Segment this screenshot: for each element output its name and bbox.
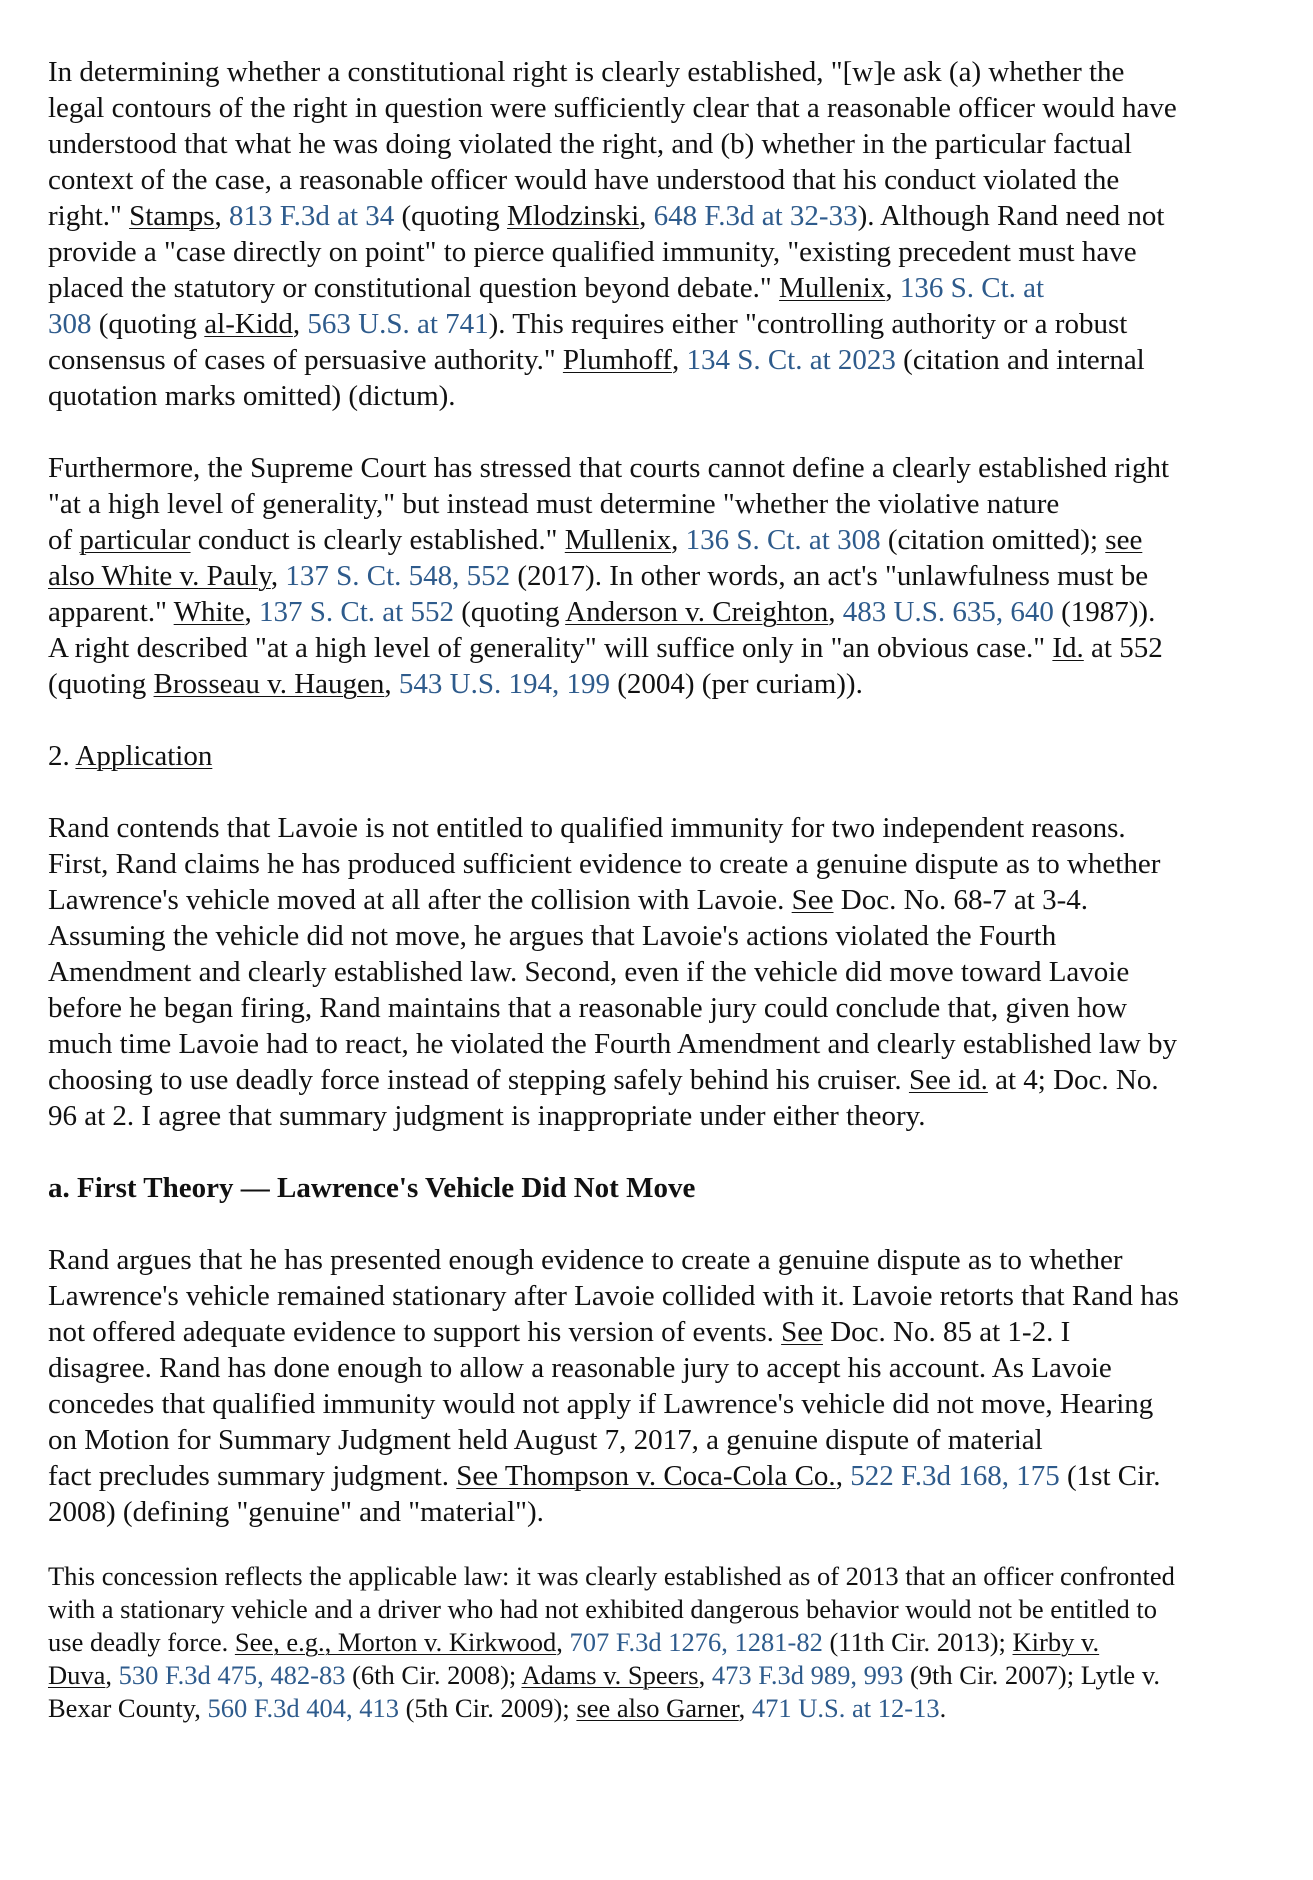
text-run: , bbox=[556, 1627, 570, 1657]
case-name: White bbox=[173, 596, 245, 628]
text-run: (1st Cir. 2008) (defining "genuine" and "material"). bbox=[48, 1460, 1161, 1528]
footnote-concession bbox=[48, 1560, 1278, 1725]
text-run: (quoting bbox=[91, 308, 205, 340]
paragraph-clearly-established-test bbox=[48, 54, 1278, 414]
case-name: Anderson v. Creighton bbox=[565, 596, 829, 628]
citation-link[interactable]: 648 F.3d at 32-33 bbox=[653, 200, 858, 232]
text-run: at 552 (quoting bbox=[48, 632, 1163, 700]
text-run: (quoting bbox=[394, 200, 508, 232]
case-name: Brosseau v. Haugen bbox=[153, 668, 385, 700]
text-run: In determining whether a constitutional right is clearly established, "[w]e ask (a) whether the legal contours of the right in question were sufficiently clear that a reasonable officer would have understood that what he was doing violated the right, and (b) whether in the particular factual context of the case, a reasonable officer would have understood that his conduct violated the right." bbox=[48, 56, 1177, 232]
text-run: Rand contends that Lavoie is not entitled to qualified immunity for two independent reasons. First, Rand claims he has produced sufficient evidence to create a genuine dispute as to whether Lawrence's vehicle moved at all after the collision with Lavoie. bbox=[48, 812, 1161, 916]
case-name: Mullenix bbox=[779, 272, 886, 304]
case-name: Mullenix bbox=[564, 524, 672, 556]
text-run: (quoting bbox=[453, 596, 566, 628]
citation-link[interactable]: 522 F.3d 168, 175 bbox=[850, 1460, 1060, 1492]
text-run: conduct is clearly established." bbox=[190, 524, 565, 556]
paragraph-two-theories bbox=[48, 810, 1278, 1134]
text-run: , bbox=[835, 1460, 851, 1492]
citation-link[interactable]: 813 F.3d at 34 bbox=[229, 200, 395, 232]
citation-link[interactable]: 471 U.S. at 12-13 bbox=[751, 1693, 940, 1723]
paragraph-first-theory bbox=[48, 1242, 1278, 1530]
subsection-heading-first-theory: a. First Theory — Lawrence's Vehicle Did Not Move bbox=[48, 1172, 696, 1204]
text-run: (citation and internal quotation marks omitted) (dictum). bbox=[48, 344, 1145, 412]
text-run: (1987)). A right described "at a high level of generality" will suffice only in "an obvious case." bbox=[48, 596, 1156, 664]
text-run: , bbox=[885, 272, 900, 304]
text-run: (2017). In other words, an act's "unlawfulness must be apparent." bbox=[48, 560, 1149, 628]
case-name: Mlodzinski bbox=[507, 200, 640, 232]
paragraph-high-level-of-generality bbox=[48, 450, 1278, 702]
case-name: Plumhoff bbox=[562, 344, 672, 376]
text-run: (6th Cir. 2008); bbox=[345, 1660, 522, 1690]
text-run: This concession reflects the applicable law: it was clearly established as of 2013 that an officer confronted with a stationary vehicle and a driver who had not exhibited dangerous behavior would not be entitled to use deadly force. bbox=[48, 1561, 1175, 1657]
text-run: , bbox=[384, 668, 399, 700]
case-name: see also Garner bbox=[576, 1693, 739, 1723]
case-name: See bbox=[781, 1316, 823, 1348]
text-run: ). Although Rand need not provide a "case directly on point" to pierce qualified immunity, "existing precedent must have placed the statutory or constitutional question beyond debate." bbox=[48, 200, 1165, 304]
citation-link[interactable]: 560 F.3d 404, 413 bbox=[207, 1693, 399, 1723]
text-run: , bbox=[214, 200, 230, 232]
case-name: See Thompson v. Coca-Cola Co. bbox=[456, 1460, 836, 1492]
case-name: See id. bbox=[908, 1064, 988, 1096]
text-run: Doc. No. 68-7 at 3-4. Assuming the vehicle did not move, he argues that Lavoie's actions violated the Fourth Amendment and clearly established law. Second, even if the vehicle did move toward Lavoie before he began firing, Rand maintains that a reasonable jury could conclude that, given how much time Lavoie had to react, he violated the Fourth Amendment and clearly established law by choosing to use deadly force instead of stepping safely behind his cruiser. bbox=[48, 884, 1178, 1096]
text-run: , bbox=[828, 596, 843, 628]
case-name: Id. bbox=[1052, 632, 1084, 664]
text-run: Rand argues that he has presented enough evidence to create a genuine dispute as to whether Lawrence's vehicle remained stationary after Lavoie collided with it. Lavoie retorts that Rand has not offered adequate evidence to support his version of events. bbox=[48, 1244, 1179, 1348]
text-run: , bbox=[671, 344, 687, 376]
case-name: See, e.g., Morton v. Kirkwood bbox=[234, 1627, 557, 1657]
case-name: see also White v. Pauly bbox=[48, 524, 1143, 592]
citation-link[interactable]: 136 S. Ct. at 308 bbox=[48, 272, 1045, 340]
text-run: at 4; Doc. No. 96 at 2. I agree that summary judgment is inappropriate under either theory. bbox=[48, 1064, 1159, 1132]
text-run: , bbox=[244, 596, 260, 628]
text-run: Doc. No. 85 at 1-2. I disagree. Rand has done enough to allow a reasonable jury to accept his account. As Lavoie concedes that qualified immunity would not apply if Lawrence's vehicle did not move, Hearing on Motion for Summary Judgment held August 7, 2017, a genuine dispute of material fact precludes summary judgment. bbox=[48, 1316, 1154, 1492]
citation-link[interactable]: 530 F.3d 475, 482-83 bbox=[118, 1660, 346, 1690]
text-run: , bbox=[671, 524, 686, 556]
citation-link[interactable]: 543 U.S. 194, 199 bbox=[398, 668, 610, 700]
text-run: (2004) (per curiam)). bbox=[609, 668, 863, 700]
text-run: . bbox=[939, 1693, 947, 1723]
text-run: , bbox=[292, 308, 308, 340]
text-run: , bbox=[698, 1660, 712, 1690]
text-run: ). This requires either "controlling authority or a robust consensus of cases of persuasive authority." bbox=[48, 308, 1128, 376]
case-name: Kirby v. Duva bbox=[48, 1627, 1100, 1690]
text-run: (9th Cir. 2007); Lytle v. Bexar County, bbox=[48, 1660, 1160, 1723]
text-run: , bbox=[639, 200, 654, 232]
text-run: Furthermore, the Supreme Court has stressed that courts cannot define a clearly established right "at a high level of generality," but instead must determine "whether the violative nature of bbox=[48, 452, 1170, 556]
document-page bbox=[48, 54, 1278, 1725]
section-heading-application bbox=[48, 738, 1278, 774]
case-name: Stamps bbox=[129, 200, 215, 232]
text-run: (11th Cir. 2013); bbox=[822, 1627, 1013, 1657]
case-name: Adams v. Speers bbox=[521, 1660, 699, 1690]
text-run: 2. bbox=[48, 740, 76, 772]
case-name: See bbox=[791, 884, 834, 916]
case-name: al-Kidd bbox=[204, 308, 293, 340]
citation-link[interactable]: 563 U.S. at 741 bbox=[307, 308, 489, 340]
citation-link[interactable]: 707 F.3d 1276, 1281-82 bbox=[569, 1627, 823, 1657]
citation-link[interactable]: 134 S. Ct. at 2023 bbox=[686, 344, 896, 376]
text-run: (citation omitted); bbox=[880, 524, 1106, 556]
text-run: , bbox=[105, 1660, 119, 1690]
citation-link[interactable]: 137 S. Ct. 548, 552 bbox=[285, 560, 511, 592]
text-run: (5th Cir. 2009); bbox=[398, 1693, 577, 1723]
citation-link[interactable]: 473 F.3d 989, 993 bbox=[711, 1660, 904, 1690]
case-name: Application bbox=[75, 740, 213, 772]
case-name: particular bbox=[79, 524, 191, 556]
text-run: , bbox=[270, 560, 286, 592]
text-run: , bbox=[738, 1693, 752, 1723]
citation-link[interactable]: 136 S. Ct. at 308 bbox=[685, 524, 881, 556]
citation-link[interactable]: 483 U.S. 635, 640 bbox=[842, 596, 1054, 628]
citation-link[interactable]: 137 S. Ct. at 552 bbox=[259, 596, 454, 628]
